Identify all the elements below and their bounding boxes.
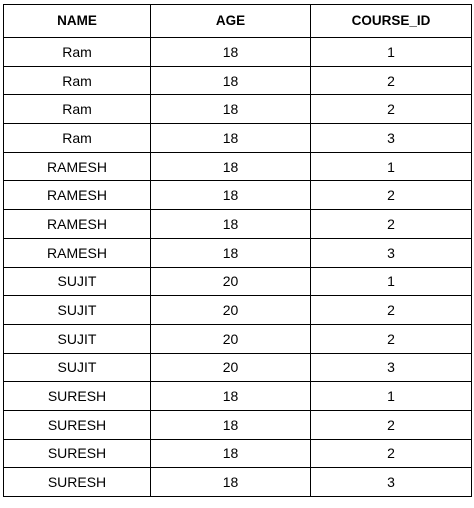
name-cell: SUJIT	[4, 324, 151, 353]
header-course-id: COURSE_ID	[311, 5, 472, 38]
table-row	[4, 267, 472, 296]
data-table-container	[3, 4, 471, 497]
age-cell: 18	[151, 124, 311, 153]
course-id-cell: 2	[311, 410, 472, 439]
name-cell: RAMESH	[4, 238, 151, 267]
course-id-cell: 1	[311, 38, 472, 67]
course-id-cell: 2	[311, 181, 472, 210]
course-id-cell: 3	[311, 238, 472, 267]
data-table	[3, 4, 472, 497]
age-cell: 18	[151, 152, 311, 181]
course-id-cell: 3	[311, 124, 472, 153]
course-id-cell: 3	[311, 353, 472, 382]
age-cell: 18	[151, 410, 311, 439]
course-id-cell: 2	[311, 66, 472, 95]
course-id-cell: 2	[311, 95, 472, 124]
name-cell: RAMESH	[4, 152, 151, 181]
header-row	[4, 5, 472, 38]
table-row	[4, 324, 472, 353]
table-row	[4, 468, 472, 497]
name-cell: SURESH	[4, 382, 151, 411]
age-cell: 18	[151, 66, 311, 95]
name-cell: RAMESH	[4, 210, 151, 239]
course-id-cell: 1	[311, 382, 472, 411]
table-row	[4, 382, 472, 411]
header-age: AGE	[151, 5, 311, 38]
table-row	[4, 38, 472, 67]
table-row	[4, 238, 472, 267]
table-row	[4, 66, 472, 95]
name-cell: SURESH	[4, 439, 151, 468]
table-row	[4, 181, 472, 210]
table-row	[4, 353, 472, 382]
age-cell: 18	[151, 95, 311, 124]
age-cell: 20	[151, 296, 311, 325]
age-cell: 18	[151, 38, 311, 67]
age-cell: 18	[151, 238, 311, 267]
table-header	[4, 5, 472, 38]
course-id-cell: 1	[311, 152, 472, 181]
table-row	[4, 410, 472, 439]
table-body	[4, 38, 472, 497]
age-cell: 18	[151, 181, 311, 210]
table-row	[4, 296, 472, 325]
header-name: NAME	[4, 5, 151, 38]
table-row	[4, 95, 472, 124]
name-cell: Ram	[4, 124, 151, 153]
table-row	[4, 152, 472, 181]
table-row	[4, 210, 472, 239]
name-cell: Ram	[4, 38, 151, 67]
course-id-cell: 2	[311, 210, 472, 239]
age-cell: 20	[151, 324, 311, 353]
course-id-cell: 3	[311, 468, 472, 497]
age-cell: 18	[151, 382, 311, 411]
course-id-cell: 2	[311, 324, 472, 353]
age-cell: 20	[151, 353, 311, 382]
table-row	[4, 124, 472, 153]
name-cell: Ram	[4, 66, 151, 95]
name-cell: SUJIT	[4, 296, 151, 325]
name-cell: SURESH	[4, 410, 151, 439]
course-id-cell: 2	[311, 296, 472, 325]
course-id-cell: 2	[311, 439, 472, 468]
table-row	[4, 439, 472, 468]
name-cell: RAMESH	[4, 181, 151, 210]
name-cell: SUJIT	[4, 267, 151, 296]
name-cell: Ram	[4, 95, 151, 124]
name-cell: SURESH	[4, 468, 151, 497]
age-cell: 20	[151, 267, 311, 296]
age-cell: 18	[151, 210, 311, 239]
course-id-cell: 1	[311, 267, 472, 296]
name-cell: SUJIT	[4, 353, 151, 382]
age-cell: 18	[151, 468, 311, 497]
age-cell: 18	[151, 439, 311, 468]
